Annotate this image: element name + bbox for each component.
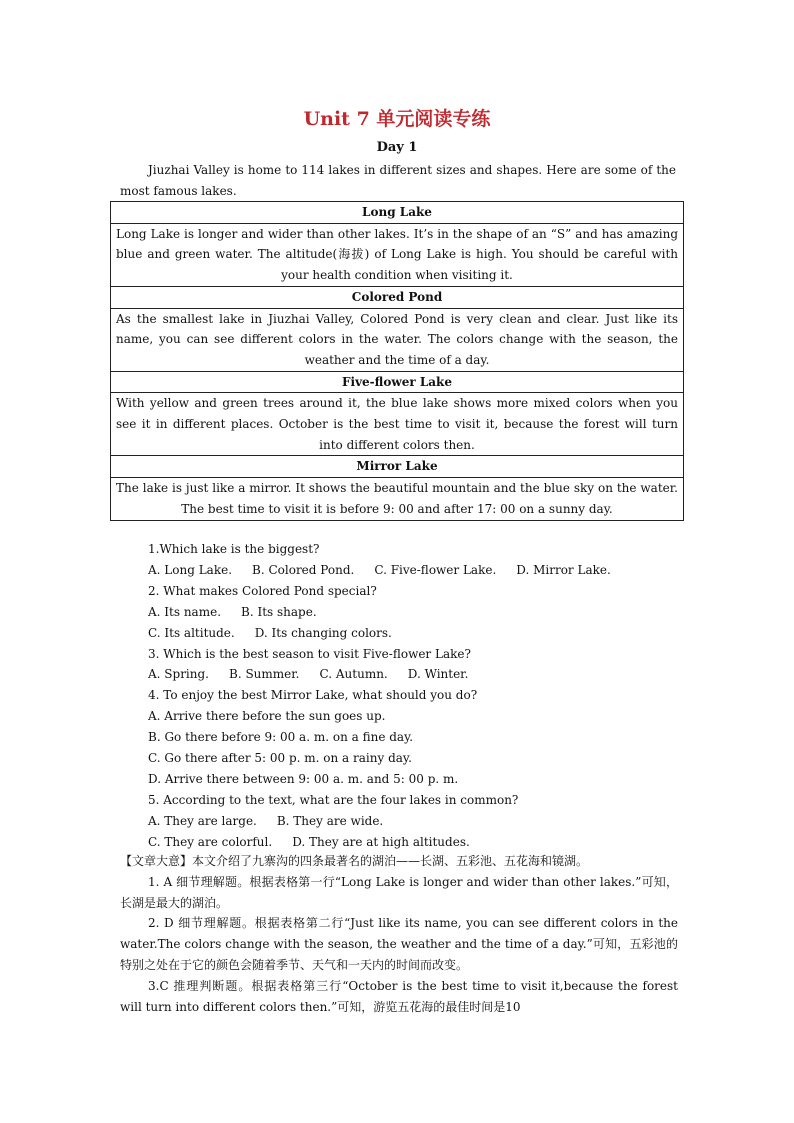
lake-description: As the smallest lake in Jiuzhai Valley, Colored Pond is very clean and clear. Just like its name, you can see different colors in the water. The colors change with the season, the weather and the time of a day. <box>111 308 684 371</box>
lake-name: Colored Pond <box>111 286 684 308</box>
intro-paragraph: Jiuzhai Valley is home to 114 lakes in different sizes and shapes. Here are some of the most famous lakes. <box>120 163 676 198</box>
option: D. They are at high altitudes. <box>292 834 470 849</box>
option: D. Winter. <box>407 667 469 682</box>
option: B. Colored Pond. <box>252 562 355 577</box>
option-row <box>148 664 688 685</box>
lake-description: Long Lake is longer and wider than other lakes. It’s in the shape of an “S” and has amazing blue and green water. The altitude(海拔) of Long Lake is high. You should be careful with your health condition when visiting it. <box>111 223 684 286</box>
option: C. They are colorful. <box>148 834 273 849</box>
option-row <box>148 832 688 853</box>
lake-name: Five-flower Lake <box>111 371 684 393</box>
option: C. Its altitude. <box>148 625 235 640</box>
lake-name: Long Lake <box>111 202 684 224</box>
option: B. They are wide. <box>276 813 384 828</box>
option: B. Its shape. <box>241 604 317 619</box>
lake-description: With yellow and green trees around it, the blue lake shows more mixed colors when you see it in different places. October is the best time to visit it, because the forest will turn into different colors then. <box>111 393 684 456</box>
option: A. Arrive there before the sun goes up. <box>148 709 386 724</box>
option: A. Its name. <box>148 604 222 619</box>
question-text: 1.Which lake is the biggest? <box>148 542 320 556</box>
option: A. Long Lake. <box>148 562 233 577</box>
question-text: 3. Which is the best season to visit Five-flower Lake? <box>148 646 471 661</box>
option: B. Summer. <box>229 667 300 682</box>
article-summary: 【文章大意】本文介绍了九寨沟的四条最著名的湖泊——长湖、五彩池、五花海和镜湖。 <box>120 854 589 868</box>
answer-explanation: 1. A 细节理解题。根据表格第一行“Long Lake is longer and wider than other lakes.”可知，长湖是最大的湖泊。 <box>120 874 678 910</box>
lake-name: Mirror Lake <box>111 456 684 478</box>
lake-description: The lake is just like a mirror. It shows the beautiful mountain and the blue sky on the water. The best time to visit it is before 9: 00 and after 17: 00 on a sunny day. <box>111 478 684 520</box>
option-row <box>148 811 688 832</box>
option-row <box>148 602 688 623</box>
day-heading: Day 1 <box>376 140 418 155</box>
option-row <box>148 560 688 581</box>
option: B. Go there before 9: 00 a. m. on a fine day. <box>148 730 414 745</box>
option-row <box>148 623 688 644</box>
answer-explanation: 3.C 推理判断题。根据表格第三行“October is the best time to visit it,because the forest will turn into different colors then.”可知，游览五花海的最佳时间是10 <box>120 978 678 1014</box>
question-text: 2. What makes Colored Pond special? <box>148 583 377 598</box>
questions-section <box>148 539 688 853</box>
option: C. Five-flower Lake. <box>374 562 497 577</box>
option: D. Mirror Lake. <box>516 562 611 577</box>
question-text: 5. According to the text, what are the four lakes in common? <box>148 792 519 807</box>
option: D. Arrive there between 9: 00 a. m. and 5: 00 p. m. <box>148 771 459 786</box>
answer-analysis <box>120 851 678 1017</box>
option: A. They are large. <box>148 813 257 828</box>
option: A. Spring. <box>148 667 209 682</box>
answer-explanation: 2. D 细节理解题。根据表格第二行“Just like its name, you can see different colors in the water.The colors change with the season, the weather and the time of a day.”可知，五彩池的特别之处在于它的颜色会随着季节、天气和一天内的时间而改变。 <box>120 916 678 972</box>
question-text: 4. To enjoy the best Mirror Lake, what should you do? <box>148 688 478 703</box>
lakes-table <box>110 201 684 521</box>
option: C. Autumn. <box>319 667 388 682</box>
option: C. Go there after 5: 00 p. m. on a rainy day. <box>148 751 412 766</box>
page-title: Unit 7 单元阅读专练 <box>303 108 491 130</box>
option: D. Its changing colors. <box>254 625 392 640</box>
